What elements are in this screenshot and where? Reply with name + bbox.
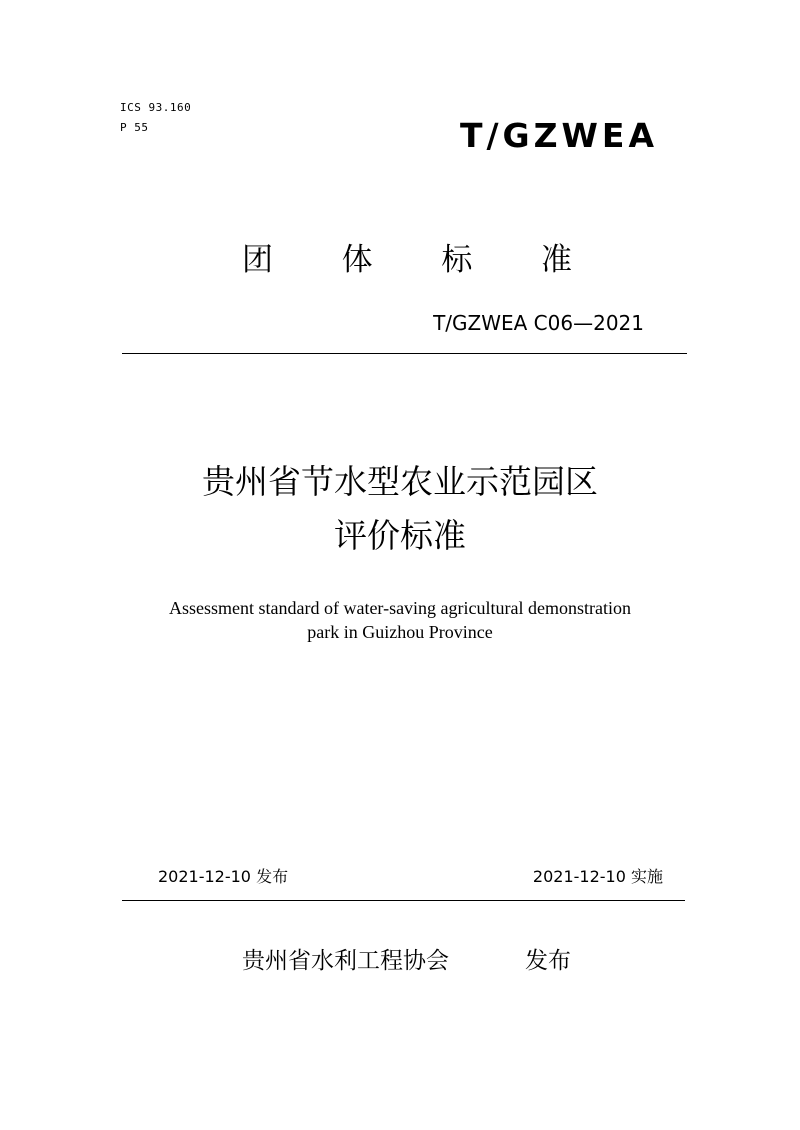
organization-code: T/GZWEA xyxy=(459,116,658,155)
issuing-organization: 贵州省水利工程协会 xyxy=(242,948,449,974)
english-title-line-1: Assessment standard of water-saving agricultural demonstration xyxy=(168,598,631,618)
standard-type-char: 体 xyxy=(341,242,373,278)
ics-code: ICS 93.160 xyxy=(120,101,192,114)
standard-type-heading xyxy=(242,234,572,279)
chinese-title-line-1: 贵州省节水型农业示范园区 xyxy=(202,462,598,501)
classification-codes xyxy=(120,98,191,138)
implementation-date: 2021-12-10 实施 xyxy=(532,867,663,886)
english-title xyxy=(100,596,700,644)
english-title-line-2: park in Guizhou Province xyxy=(307,622,493,642)
chinese-title xyxy=(100,455,700,563)
issue-date: 2021-12-10 发布 xyxy=(158,867,289,886)
chinese-title-line-2: 评价标准 xyxy=(334,516,466,555)
top-divider xyxy=(122,353,687,354)
bottom-divider xyxy=(122,900,685,901)
ccs-code: P 55 xyxy=(120,121,149,134)
standard-type-char: 准 xyxy=(540,242,572,278)
standard-number: T/GZWEA C06—2021 xyxy=(433,311,644,335)
standard-type-char: 标 xyxy=(441,242,473,278)
standard-type-char: 团 xyxy=(242,242,273,278)
issuing-action: 发布 xyxy=(525,948,571,974)
